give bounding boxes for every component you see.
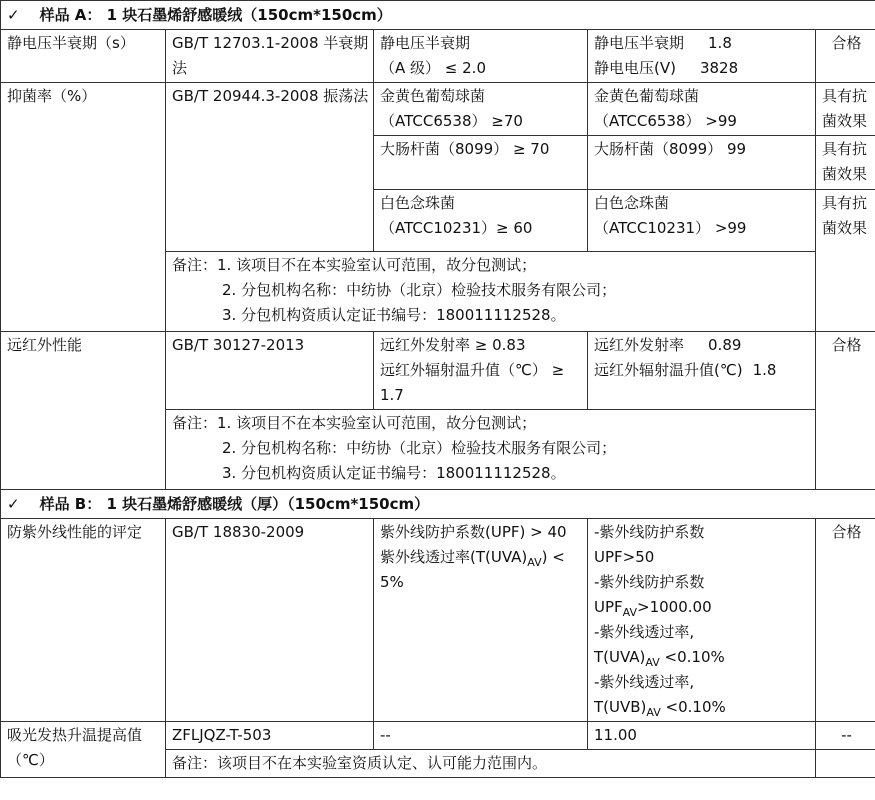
verdict-cell: 合格: [816, 30, 875, 83]
table-row: [1, 519, 875, 722]
sample-b-header-row: [1, 490, 875, 519]
result-cell: 白色念珠菌 （ATCC10231） >99: [588, 190, 816, 252]
table-row: [1, 30, 875, 83]
item-cell: 防紫外线性能的评定: [1, 519, 166, 722]
sample-a-header-row: [1, 1, 875, 30]
item-cell: 吸光发热升温提高值（℃）: [1, 722, 166, 778]
requirement-cell: 白色念珠菌 （ATCC10231）≥ 60: [374, 190, 588, 252]
requirement-cell: 静电压半衰期 （A 级） ≤ 2.0: [374, 30, 588, 83]
method-cell: GB/T 18830-2009: [166, 519, 374, 722]
sample-a-title: 样品 A： 1 块石墨烯舒感暖绒（150cm*150cm）: [39, 5, 392, 24]
item-cell: 抑菌率（%）: [1, 83, 166, 332]
method-cell: GB/T 30127-2013: [166, 332, 374, 410]
empty-cell: [816, 750, 875, 778]
result-cell: 大肠杆菌（8099） 99: [588, 136, 816, 190]
check-icon: ✓: [7, 5, 20, 24]
verdict-cell: 具有抗菌效果: [816, 136, 875, 190]
table-row: [1, 722, 875, 750]
requirement-cell: 金黄色葡萄球菌 （ATCC6538） ≥70: [374, 83, 588, 136]
requirement-cell: --: [374, 722, 588, 750]
sample-b-header: [1, 490, 875, 519]
requirement-cell: 大肠杆菌（8099） ≥ 70: [374, 136, 588, 190]
verdict-cell: 具有抗菌效果: [816, 190, 875, 332]
result-cell: 金黄色葡萄球菌 （ATCC6538） >99: [588, 83, 816, 136]
note-cell: 备注：1. 该项目不在本实验室认可范围，故分包测试； 2. 分包机构名称：中纺协（北京）检验技术服务有限公司； 3. 分包机构资质认定证书编号：180011112528。: [166, 410, 816, 490]
method-cell: GB/T 20944.3-2008 振荡法: [166, 83, 374, 252]
result-cell: 远红外发射率 0.89 远红外辐射温升值(℃) 1.8: [588, 332, 816, 410]
verdict-cell: 合格: [816, 519, 875, 722]
method-cell: ZFLJQZ-T-503: [166, 722, 374, 750]
check-icon: ✓: [7, 494, 20, 513]
sample-a-header: [1, 1, 875, 30]
requirement-cell: 远红外发射率 ≥ 0.83 远红外辐射温升值（℃） ≥ 1.7: [374, 332, 588, 410]
item-cell: 静电压半衰期（s）: [1, 30, 166, 83]
result-cell: 11.00: [588, 722, 816, 750]
requirement-cell: 紫外线防护系数(UPF) > 40 紫外线透过率$(T(UVA)_{AV})$ < 5%: [374, 519, 588, 722]
sample-b-title: 样品 B： 1 块石墨烯舒感暖绒（厚）（150cm*150cm）: [39, 494, 430, 513]
result-cell: 静电压半衰期 1.8 静电电压(V) 3828: [588, 30, 816, 83]
item-cell: 远红外性能: [1, 332, 166, 490]
note-cell: 备注：该项目不在本实验室资质认定、认可能力范围内。: [166, 750, 816, 778]
verdict-cell: 具有抗菌效果: [816, 83, 875, 136]
verdict-cell: 合格: [816, 332, 875, 490]
table-row: [1, 332, 875, 410]
method-cell: GB/T 12703.1-2008 半衰期法: [166, 30, 374, 83]
table-row: [1, 83, 875, 136]
result-cell: -紫外线防护系数 UPF>50 -紫外线防护系数 $UPF_{AV}>1000.00$ -紫外线透过率, $T(UVA)_{AV} <0.10\%$ -紫外线透过率, $T(UVB)_{AV} <0.10\%$: [588, 519, 816, 722]
verdict-cell: --: [816, 722, 875, 750]
note-cell: 备注：1. 该项目不在本实验室认可范围，故分包测试； 2. 分包机构名称：中纺协（北京）检验技术服务有限公司； 3. 分包机构资质认定证书编号：180011112528。: [166, 252, 816, 332]
